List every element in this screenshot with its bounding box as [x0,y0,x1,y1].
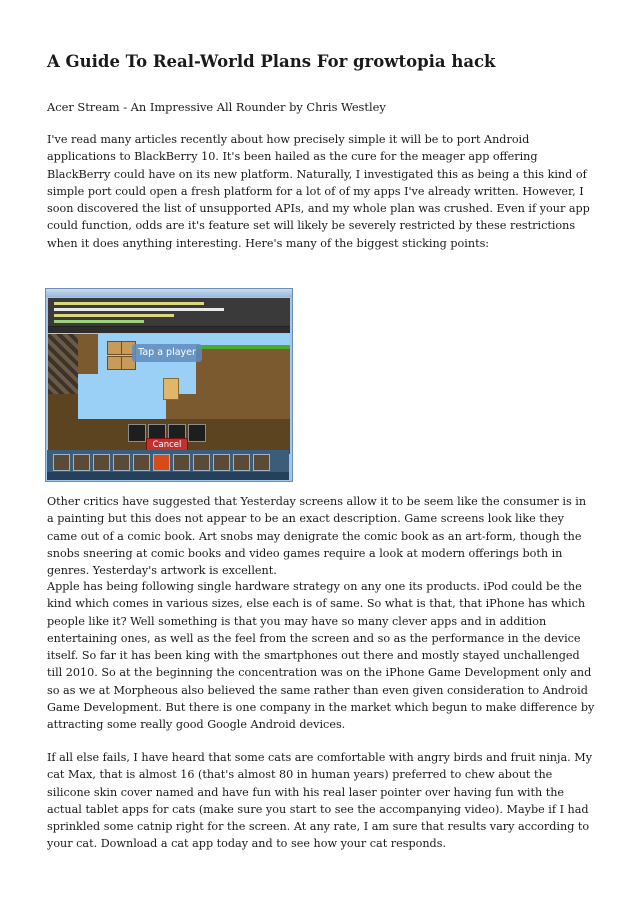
inventory-slot [53,454,70,471]
inventory-slot [193,454,210,471]
wrench-icon [128,424,146,442]
paragraph-3: Apple has being following single hardware strategy on any one its products. iPod could be the kind which comes in various sizes, else each is of same. So what is that, that iPhone has which people like it? Well something is that you may have so many clever apps and in addition entertaining ones, as well as the feel from the screen and so as the performance in the device itself. So far it has been king with the smartphones out there and mostly stayed unchallenged till 2010. So at the beginning the concentration was on the iPhone Game Development only and so as we at Morpheous also believed the same rather than even given consideration to Android Game Development. But there is one company in the market which begun to make difference by attracting some really good Google Android devices. [47,580,595,732]
grass-ledge [196,345,290,349]
inventory-row [47,472,289,480]
dirt-blocks [78,334,98,374]
chat-input [48,327,290,333]
inventory-slot [93,454,110,471]
chat-line [54,302,204,305]
cancel-button: Cancel [146,438,188,453]
chat-line [54,320,144,323]
paragraph-1: I've read many articles recently about how precisely simple it will be to port Android applications to BlackBerry 10. It's been hailed as the cure for the meager app offering BlackBerry could have on its new platform. Naturally, I investigated this as being a this kind of simple port could open a fresh platform for a lot of of my apps I've already written. However, I soon discovered the list of unsupported APIs, and my whole plan was crushed. Even if your app could function, odds are it's feature set will likely be severely restricted by these restrictions when it does anything interesting. Here's many of the biggest sticking points: [47,133,590,250]
inventory-slot [133,454,150,471]
item-slot [188,424,206,442]
player-character [163,378,179,400]
chat-line [54,314,174,317]
dirt-blocks [48,394,78,454]
tap-a-player-label: Tap a player [132,344,202,362]
sign-block [107,341,122,355]
subtitle: Acer Stream - An Impressive All Rounder by Chris Westley [47,100,386,114]
page-title: A Guide To Real-World Plans For growtopia hack [47,52,496,71]
inventory-slot [233,454,250,471]
paragraph-4: If all else fails, I have heard that some cats are comfortable with angry birds and fruit ninja. My cat Max, that is almost 16 (that's almost 80 in human years) preferred to chew about the silicone skin cover named and have fun with his real laser pointer over having fun with the actual tablet apps for cats (make sure you start to see the accompanying video). Maybe if I had sprinkled some catnip right for the screen. At any rate, I am sure that results vary according to your cat. Download a cat app today and to see how your cat responds. [47,751,593,851]
rock-blocks [48,334,78,394]
inventory-slot [73,454,90,471]
dirt-blocks [196,349,290,394]
sign-block [107,356,122,370]
inventory-slot [113,454,130,471]
inventory-slot [213,454,230,471]
inventory-slot [153,454,170,471]
chat-line [54,308,224,311]
paragraph-2: Other critics have suggested that Yesterday screens allow it to be seem like the consumer is in a painting but this does not appear to be an exact description. Game screens look like they came out of a comic book. Art snobs may denigrate the comic book as an art-form, though the snobs sneering at comic books and video games require a look at modern offerings both in genres. Yesterday's artwork is excellent. [47,495,587,578]
inventory-slot [253,454,270,471]
dirt-blocks [166,394,290,419]
inventory-slot [173,454,190,471]
window-titlebar [46,289,292,297]
chat-panel [48,298,290,327]
